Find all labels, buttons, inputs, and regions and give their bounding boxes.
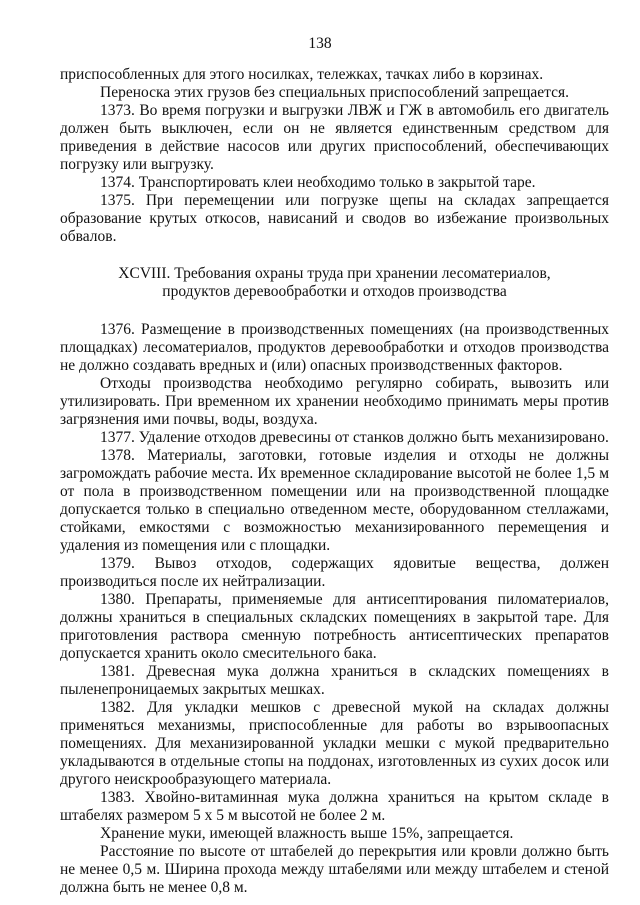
paragraph-1373: 1373. Во время погрузки и выгрузки ЛВЖ и ГЖ в автомобиль его двигатель должен быть выключен, если он не является единственным средством для приведения в действие насосов или других приспособлений, обеспечивающих погрузку или выгрузку. (60, 102, 609, 173)
paragraph: Переноска этих грузов без специальных приспособлений запрещается. (100, 84, 570, 101)
document-body (60, 66, 609, 897)
paragraph-1377: 1377. Удаление отходов древесины от станков должно быть механизировано. (100, 429, 609, 446)
section-title-line-1: XCVIII. Требования охраны труда при хранении лесоматериалов, (118, 265, 551, 282)
section-heading (60, 265, 609, 301)
paragraph-1383: 1383. Хвойно-витаминная мука должна храниться на крытом складе в штабелях размером 5 х 5 м высотой не более 2 м. (60, 789, 609, 824)
paragraph: Расстояние по высоте от штабелей до перекрытия или кровли должно быть не менее 0,5 м. Ширина прохода между штабелями или между штабелем и стеной должна быть не менее 0,8 м. (60, 843, 609, 896)
paragraph-1376: 1376. Размещение в производственных помещениях (на производственных площадках) лесоматериалов, продуктов деревообработки и отходов производства не должно создавать вредных и (или) опасных производственных факторов. (60, 321, 609, 374)
paragraph: Хранение муки, имеющей влажность выше 15%, запрещается. (100, 825, 514, 842)
paragraph-continuation: приспособленных для этого носилках, тележках, тачках либо в корзинах. (60, 66, 544, 83)
paragraph-1381: 1381. Древесная мука должна храниться в складских помещениях в пыленепроницаемых закрытых мешках. (60, 663, 609, 698)
paragraph: Отходы производства необходимо регулярно собирать, вывозить или утилизировать. При временном их хранении необходимо принимать меры против загрязнения ими почвы, воды, воздуха. (60, 375, 609, 428)
paragraph-1378: 1378. Материалы, заготовки, готовые изделия и отходы не должны загромождать рабочие места. Их временное складирование высотой не более 1,5 м от пола в производственном помещении или на производственной площадке допускается только в специально отведенном месте, оборудованном стеллажами, стойками, емкостями с возможностью механизированного перемещения и удаления из помещения или с площадки. (60, 447, 609, 554)
paragraph-1382: 1382. Для укладки мешков с древесной мукой на складах должны применяться механизмы, приспособленные для работы во взрывоопасных помещениях. Для механизированной укладки мешки с мукой предварительно укладываются в отдельные стопы на поддонах, изготовленных из сухих досок или другого неискрообразующего материала. (60, 699, 609, 788)
page-number: 138 (308, 35, 332, 52)
paragraph-1380: 1380. Препараты, применяемые для антисептирования пиломатериалов, должны храниться в специальных складских помещениях в закрытой таре. Для приготовления раствора сменную потребность антисептических препаратов допускается хранить около смесительного бака. (60, 591, 609, 662)
paragraph-1375: 1375. При перемещении или погрузке щепы на складах запрещается образование крутых откосов, нависаний и сводов во избежание произвольных обвалов. (60, 192, 609, 245)
section-title-line-2: продуктов деревообработки и отходов производства (162, 283, 507, 300)
paragraph-1379: 1379. Вывоз отходов, содержащих ядовитые вещества, должен производиться после их нейтрализации. (60, 555, 609, 590)
paragraph-1374: 1374. Транспортировать клеи необходимо только в закрытой таре. (100, 174, 536, 191)
